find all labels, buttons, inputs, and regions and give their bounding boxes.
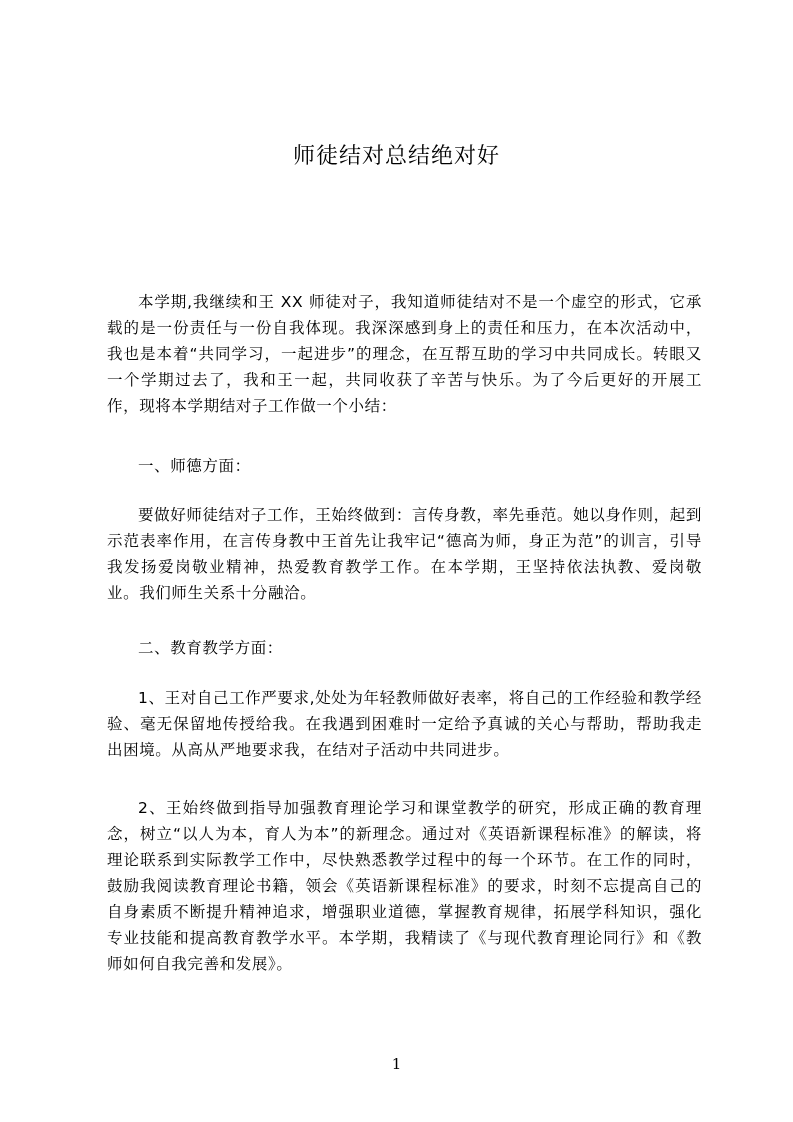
section-heading-ethics: 一、师德方面：: [138, 457, 251, 475]
ethics-paragraph: 要做好师徒结对子工作，王始终做到：言传身教，率先垂范。她以身作则，起到示范表率作用，在言传身教中王首先让我牢记“德高为师，身正为范”的训言，引导我发扬爱岗敬业精神，热爱教育教学工作。在本学期，王坚持依法执教、爱岗敬业。我们师生关系十分融洽。: [107, 506, 702, 602]
teaching-item-1: 1、王对自己工作严要求,处处为年轻教师做好表率，将自己的工作经验和教学经验、毫无保留地传授给我。在我遇到困难时一定给予真诚的关心与帮助，帮助我走出困境。从高从严地要求我，在结对子活动中共同进步。: [107, 689, 702, 759]
document-title: 师徒结对总结绝对好: [292, 144, 500, 169]
section-heading-teaching: 二、教育教学方面：: [138, 639, 283, 657]
intro-paragraph: 本学期,我继续和王 XX 师徒对子，我知道师徒结对不是一个虚空的形式，它承载的是一份责任与一份自我体现。我深深感到身上的责任和压力，在本次活动中，我也是本着“共同学习，一起进步”的理念，在互帮互助的学习中共同成长。转眼又一个学期过去了，我和王一起，共同收获了辛苦与快乐。为了今后更好的开展工作，现将本学期结对子工作做一个小结：: [107, 293, 702, 415]
teaching-item-2: 2、王始终做到指导加强教育理论学习和课堂教学的研究，形成正确的教育理念，树立“以人为本，育人为本”的新理念。通过对《英语新课程标准》的解读，将理论联系到实际教学工作中，尽快熟悉教学过程中的每一个环节。在工作的同时，鼓励我阅读教育理论书籍，领会《英语新课程标准》的要求，时刻不忘提高自己的自身素质不断提升精神追求，增强职业道德，掌握教育规律，拓展学科知识，强化专业技能和提高教育教学水平。本学期，我精读了《与现代教育理论同行》和《教师如何自我完善和发展》。: [107, 799, 702, 973]
page-number: 1: [391, 1055, 402, 1073]
